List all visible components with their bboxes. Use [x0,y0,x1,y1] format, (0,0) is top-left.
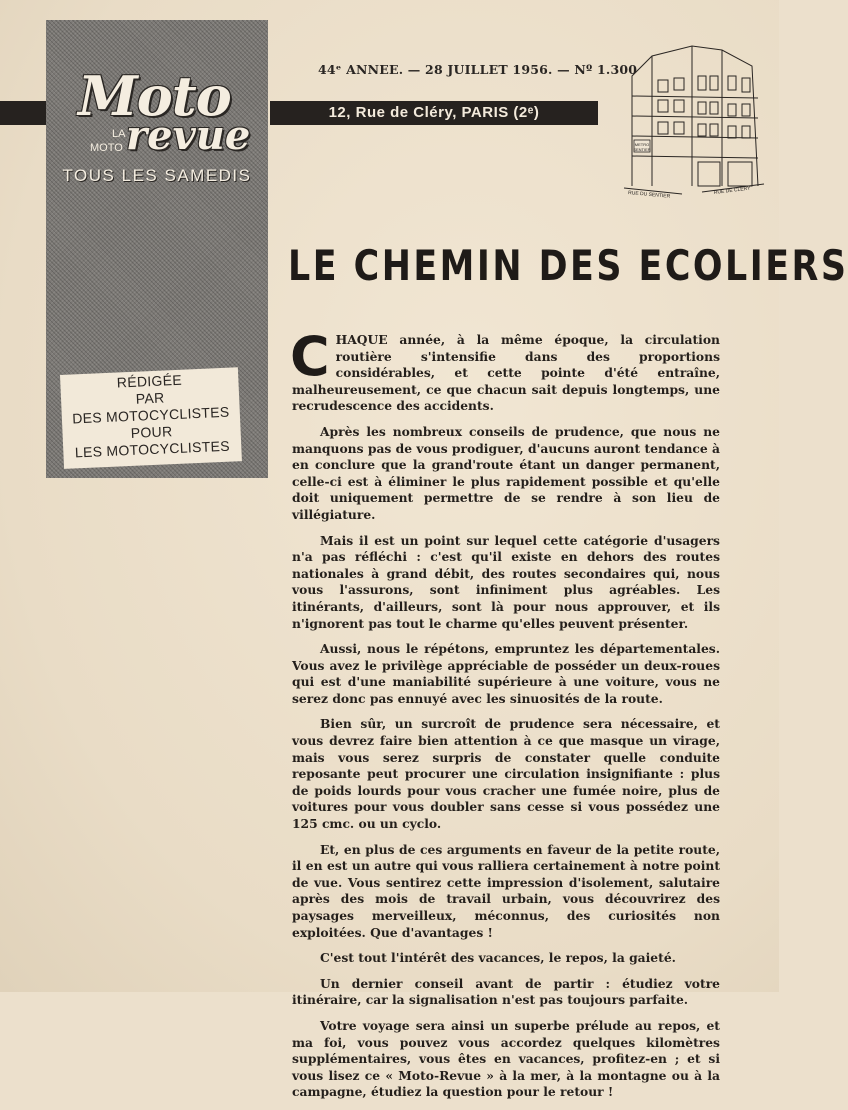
issue-info: 44ᵉ ANNEE. — 28 JUILLET 1956. — Nº 1.300 [318,62,638,77]
masthead-tagline: TOUS LES SAMEDIS [62,166,252,185]
logo-word-moto-small: MOTO [90,142,123,154]
article-paragraph: Votre voyage sera ainsi un superbe prélude au repos, et ma foi, vous pouvez vous accordez quelques kilomètres supplémentaires, vous êtes en vacances, profitez-en ; et si vous lisez ce « Moto-Revue » à la mer, à la montagne ou à la campagne, étudiez la question pour le retour ! [292,1017,720,1100]
metro-sign-line: METRO [634,142,650,147]
header-bar-left [0,101,46,125]
publisher-address: 12, Rue de Cléry, PARIS (2ᵉ) [328,104,540,121]
article-paragraph: Et, en plus de ces arguments en faveur de la petite route, il en est un autre qui vous ralliera certainement à notre point de vue. Vous sentirez cette impression d'isolement, salutaire après des mois de travail urbain, vous découvrirez des paysages merveilleux, méconnus, des curiosités non exploitées. Que d'avantages ! [292,841,720,940]
box-line: DES MOTOCYCLISTES [71,403,230,427]
article-paragraph: Aussi, nous le répétons, empruntez les départementales. Vous avez le privilège appréciable de posséder un deux-roues qui est d'une maniabilité supérieure à une voiture, vous ne serez donc pas ennuyé avec les sinuosités de la route. [292,641,720,706]
article-body [290,325,720,1110]
article-paragraph: Bien sûr, un surcroît de prudence sera nécessaire, et vous devrez faire bien attention à ce que masque un virage, mais vous serez surpris de constater quelle conduite reposante peut procurer une circulation insignifiante : plus de poids lourds pour vous cracher une fumée noire, plus de voitures pour vous doubler sans cesse si vous possédez une 125 cmc. ou un cyclo. [292,716,720,832]
article-paragraph: Un dernier conseil avant de partir : étudiez votre itinéraire, car la signalisation n'est pas toujours parfaite. [292,975,720,1008]
box-line: PAR [135,389,165,407]
metro-sign-line: SENTIER [633,147,651,152]
logo-word-revue: revue [126,112,251,159]
editorial-box [60,367,242,469]
moto-revue-logo [58,66,268,162]
article-headline: LE CHEMIN DES ECOLIERS [288,241,848,290]
logo-word-moto: Moto [78,64,231,128]
article-paragraph: Mais il est un point sur lequel cette catégorie d'usagers n'a pas réfléchi : c'est qu'il existe en dehors des routes nationales à grand débit, des routes secondaires qui, nous vous l'assurons, sont infiniment plus agréables. Les itinérants, d'ailleurs, sont là pour nous approuver, et ils n'ignorent pas tout le charme qu'elles peuvent présenter. [292,532,720,631]
box-line: LES MOTOCYCLISTES [74,437,231,461]
paragraph-text: HAQUE année, à la même époque, la circulation routière s'intensifie dans des proportions considérables, et cette pointe d'été entraîne, malheureusement, ce que chacun sait depuis longtemps, une recrudescence des accidents. [292,332,720,414]
office-building-illustration [622,36,766,200]
box-line: RÉDIGÉE [116,371,183,391]
street-label-left: RUE DU SENTIER [627,190,671,200]
drop-cap: C [290,325,330,388]
logo-word-la: LA [112,128,126,140]
box-line: POUR [130,423,173,441]
article-paragraph: C'est tout l'intérêt des vacances, le repos, la gaieté. [320,950,676,966]
article-paragraph [290,325,720,415]
street-label-right: RUE DE CLERY [713,185,751,196]
article-paragraph: Après les nombreux conseils de prudence, que nous ne manquons pas de vous prodiguer, d'aucuns auront tendance à en conclure que la grand'route étant un danger permanent, celle-ci est à éliminer le plus rapidement possible et qu'elle doit uniquement permettre de se rendre à son lieu de villégiature. [292,423,720,522]
